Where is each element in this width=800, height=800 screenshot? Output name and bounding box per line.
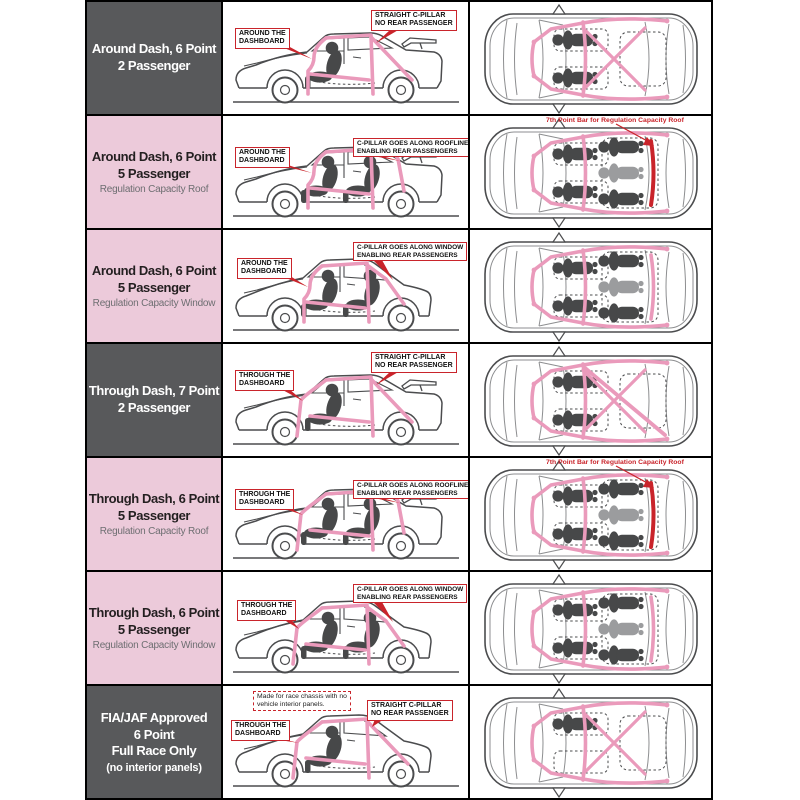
config-row-around-dash-6pt-2pass xyxy=(87,2,711,114)
annotation-line: ENABLING REAR PASSENGERS xyxy=(357,147,458,155)
row-title-line: Around Dash, 6 Point xyxy=(91,148,217,164)
annotation-line: NO REAR PASSENGER xyxy=(375,362,453,370)
row-title-line: 6 Point xyxy=(133,726,175,742)
race-chassis-annotation xyxy=(253,691,351,711)
c-pillar-annotation xyxy=(367,700,453,721)
side-view-cell xyxy=(221,572,468,684)
annotation-line: DASHBOARD xyxy=(235,730,281,738)
row-label xyxy=(87,686,221,798)
row-title-line: Through Dash, 6 Point xyxy=(88,604,220,620)
annotation-line: C-PILLAR GOES ALONG WINDOW xyxy=(357,586,464,593)
annotation-line: ENABLING REAR PASSENGERS xyxy=(357,593,458,601)
dashboard-annotation xyxy=(235,147,290,168)
seventh-point-bar-note: 7th Point Bar for Regulation Capacity Roof xyxy=(546,117,684,124)
annotation-line: DASHBOARD xyxy=(241,610,287,618)
annotation-line: AROUND THE xyxy=(239,149,286,156)
row-subtitle: (no interior panels) xyxy=(106,762,202,775)
row-subtitle: Regulation Capacity Roof xyxy=(99,526,209,538)
c-pillar-annotation xyxy=(353,242,467,261)
annotation-line: DASHBOARD xyxy=(239,38,285,46)
seventh-point-bar-note: 7th Point Bar for Regulation Capacity Roof xyxy=(546,459,684,466)
top-view-cell xyxy=(468,458,711,570)
c-pillar-annotation xyxy=(371,352,457,373)
annotation-line: AROUND THE xyxy=(241,260,288,267)
annotation-line: AROUND THE xyxy=(239,30,286,37)
row-title-line: Through Dash, 7 Point xyxy=(88,383,220,399)
rollcage-configuration-table xyxy=(85,0,713,800)
annotation-line: THROUGH THE xyxy=(241,602,293,609)
c-pillar-annotation xyxy=(353,480,468,499)
top-view-cell xyxy=(468,116,711,228)
config-row-around-dash-6pt-5pass-roof xyxy=(87,114,711,228)
side-view-cell xyxy=(221,458,468,570)
side-view-cell xyxy=(221,116,468,228)
c-pillar-annotation xyxy=(371,10,457,31)
dashboard-annotation xyxy=(235,370,294,391)
dashboard-annotation xyxy=(237,258,292,279)
row-label xyxy=(87,116,221,228)
row-subtitle: Regulation Capacity Roof xyxy=(99,184,209,196)
side-view-cell xyxy=(221,344,468,456)
annotation-line: THROUGH THE xyxy=(239,491,291,498)
row-title-line: 2 Passenger xyxy=(117,400,191,415)
c-pillar-annotation xyxy=(353,138,468,157)
annotation-line: STRAIGHT C-PILLAR xyxy=(375,354,446,361)
row-title-line: Full Race Only xyxy=(111,743,197,759)
c-pillar-annotation xyxy=(353,584,467,603)
row-title-line: Around Dash, 6 Point xyxy=(91,41,217,57)
annotation-line: DASHBOARD xyxy=(239,157,285,165)
dashboard-annotation xyxy=(235,489,294,510)
annotation-line: C-PILLAR GOES ALONG ROOFLINE xyxy=(357,482,468,489)
annotation-line: STRAIGHT C-PILLAR xyxy=(375,12,446,19)
row-subtitle: Regulation Capacity Window xyxy=(92,298,216,310)
config-row-fia-jaf-6pt-full-race xyxy=(87,684,711,798)
annotation-line: C-PILLAR GOES ALONG ROOFLINE xyxy=(357,140,468,147)
dashboard-annotation xyxy=(235,28,290,49)
top-view-cell xyxy=(468,572,711,684)
row-title-line: Through Dash, 6 Point xyxy=(88,490,220,506)
annotation-line: vehicle interior panels. xyxy=(257,701,325,709)
row-label xyxy=(87,572,221,684)
annotation-line: ENABLING REAR PASSENGERS xyxy=(357,489,458,497)
row-subtitle: Regulation Capacity Window xyxy=(92,640,216,652)
config-row-around-dash-6pt-5pass-window xyxy=(87,228,711,342)
top-view-cell xyxy=(468,230,711,342)
annotation-line: C-PILLAR GOES ALONG WINDOW xyxy=(357,244,464,251)
annotation-line: Made for race chassis with no xyxy=(257,693,347,700)
row-label xyxy=(87,2,221,114)
annotation-line: DASHBOARD xyxy=(241,268,287,276)
annotation-line: DASHBOARD xyxy=(239,499,285,507)
annotation-line: ENABLING REAR PASSENGERS xyxy=(357,251,458,259)
row-title-line: 5 Passenger xyxy=(117,165,191,181)
row-label xyxy=(87,230,221,342)
config-row-through-dash-6pt-5pass-window xyxy=(87,570,711,684)
row-title-line: Around Dash, 6 Point xyxy=(91,262,217,278)
row-title-line: 2 Passenger xyxy=(117,58,191,73)
annotation-line: DASHBOARD xyxy=(239,380,285,388)
annotation-line: THROUGH THE xyxy=(235,722,287,729)
config-row-through-dash-6pt-5pass-roof xyxy=(87,456,711,570)
side-view-cell xyxy=(221,2,468,114)
config-row-through-dash-7pt-2pass xyxy=(87,342,711,456)
annotation-line: STRAIGHT C-PILLAR xyxy=(371,702,442,709)
row-label xyxy=(87,458,221,570)
annotation-line: THROUGH THE xyxy=(239,372,291,379)
top-view-cell xyxy=(468,2,711,114)
dashboard-annotation xyxy=(237,600,296,621)
row-title-line: 5 Passenger xyxy=(117,621,191,637)
annotation-line: NO REAR PASSENGER xyxy=(371,710,449,718)
top-view-cell xyxy=(468,344,711,456)
row-title-line: 5 Passenger xyxy=(117,279,191,295)
dashboard-annotation xyxy=(231,720,290,741)
side-view-cell xyxy=(221,230,468,342)
row-label xyxy=(87,344,221,456)
top-view-cell xyxy=(468,686,711,798)
row-title-line: FIA/JAF Approved xyxy=(100,709,208,725)
row-title-line: 5 Passenger xyxy=(117,507,191,523)
side-view-cell xyxy=(221,686,468,798)
annotation-line: NO REAR PASSENGER xyxy=(375,20,453,28)
